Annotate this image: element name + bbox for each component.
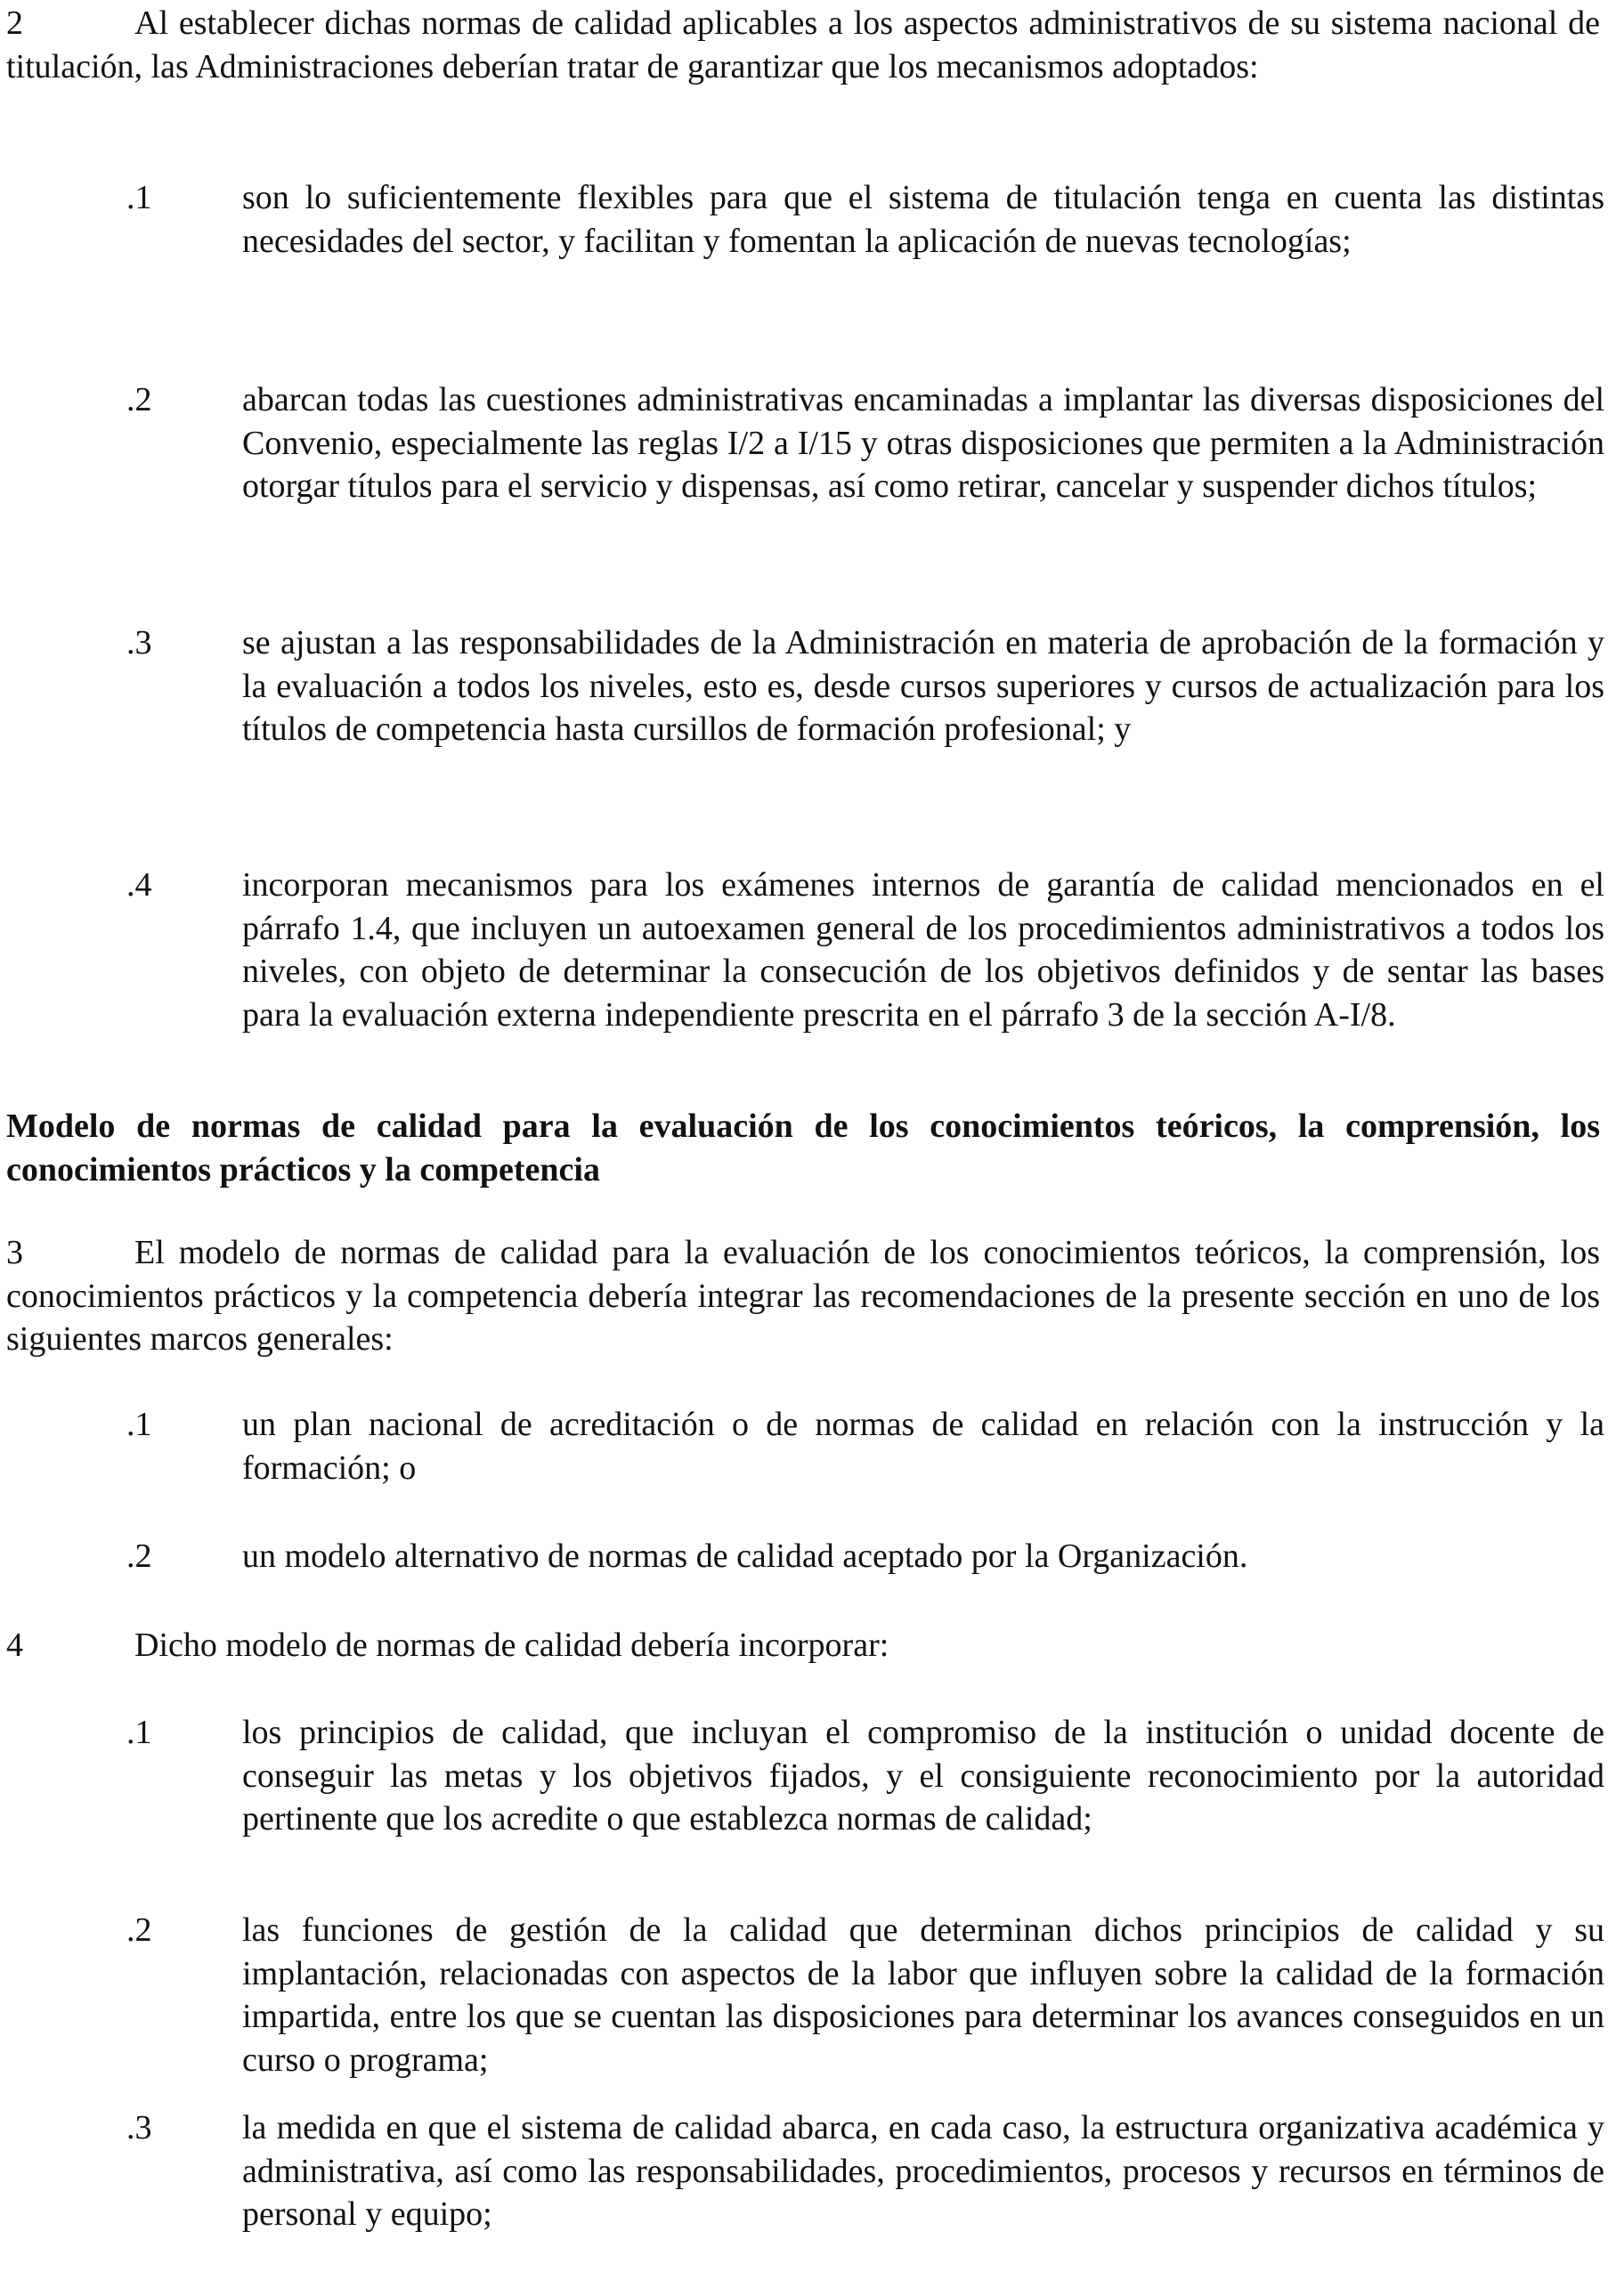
list-item-number: .3 [126,624,152,661]
paragraph-text: Dicho modelo de normas de calidad debería incorporar: [134,1627,889,1664]
list-item-text: un modelo alternativo de normas de calidad aceptado por la Organización. [242,1537,1248,1575]
paragraph-2 [6,2,1600,88]
list-item-number: .2 [126,1911,152,1949]
list-item-text: son lo suficientemente flexibles para que el sistema de titulación tenga en cuenta las distintas necesidades del sector, y facilitan y fomentan la aplicación de nuevas tecnologías; [242,179,1604,260]
list-item-text: las funciones de gestión de la calidad que determinan dichos principios de calidad y su implantación, relacionadas con aspectos de la labor que influyen sobre la calidad de la formación impartida, entre los que se cuentan las disposiciones para determinar los avances conseguidos en un curso o programa; [242,1911,1604,2079]
list-item [126,176,1604,263]
paragraph-number: 4 [6,1627,23,1664]
list-item-number: .1 [126,179,152,216]
list-item [126,1909,1604,2081]
list-item [126,621,1604,751]
list-item-number: .3 [126,2109,152,2146]
list-item-number: .4 [126,866,152,904]
list-item-text: un plan nacional de acreditación o de normas de calidad en relación con la instrucción y la formación; o [242,1406,1604,1487]
list-item-number: .2 [126,1537,152,1575]
list-item-text: la medida en que el sistema de calidad abarca, en cada caso, la estructura organizativa académica y administrativa, así como las responsabilidades, procedimientos, procesos y recursos en términos de personal y equipo; [242,2109,1604,2233]
paragraph-3 [6,1231,1600,1361]
list-item [126,2106,1604,2236]
list-item-text: abarcan todas las cuestiones administrativas encaminadas a implantar las diversas disposiciones del Convenio, especialmente las reglas I/2 a I/15 y otras disposiciones que permiten a la Administración otorgar títulos para el servicio y dispensas, así como retirar, cancelar y suspender dichos títulos; [242,381,1604,505]
list-item-number: .1 [126,1714,152,1751]
list-item [126,1711,1604,1841]
paragraph-number: 2 [6,4,23,42]
list-item-text: se ajustan a las responsabilidades de la Administración en materia de aprobación de la formación y la evaluación a todos los niveles, esto es, desde cursos superiores y cursos de actualización para los títulos de competencia hasta cursillos de formación profesional; y [242,624,1604,748]
list-item [126,1403,1604,1489]
list-item-text: los principios de calidad, que incluyan el compromiso de la institución o unidad docente de conseguir las metas y los objetivos fijados, y el consiguiente reconocimiento por la autoridad pertinente que los acredite o que establezca normas de calidad; [242,1714,1604,1838]
paragraph-text: El modelo de normas de calidad para la evaluación de los conocimientos teóricos, la comprensión, los conocimientos prácticos y la competencia debería integrar las recomendaciones de la presente sección en uno de los siguientes marcos generales: [6,1234,1600,1358]
list-item-text: incorporan mecanismos para los exámenes internos de garantía de calidad mencionados en el párrafo 1.4, que incluyen un autoexamen general de los procedimientos administrativos a todos los niveles, con objeto de determinar la consecución de los objetivos definidos y de sentar las bases para la evaluación externa independiente prescrita en el párrafo 3 de la sección A-I/8. [242,866,1604,1034]
list-item [126,864,1604,1036]
paragraph-number: 3 [6,1234,23,1271]
paragraph-text: Al establecer dichas normas de calidad aplicables a los aspectos administrativos de su sistema nacional de titulación, las Administraciones deberían tratar de garantizar que los mecanismos adoptados: [6,4,1600,85]
list-item [126,378,1604,508]
list-item-number: .1 [126,1406,152,1443]
paragraph-4 [6,1624,1600,1667]
section-heading: Modelo de normas de calidad para la evaluación de los conocimientos teóricos, la comprensión, los conocimientos prácticos y la competencia [6,1107,1600,1189]
list-item-number: .2 [126,381,152,418]
list-item [126,1535,1604,1578]
